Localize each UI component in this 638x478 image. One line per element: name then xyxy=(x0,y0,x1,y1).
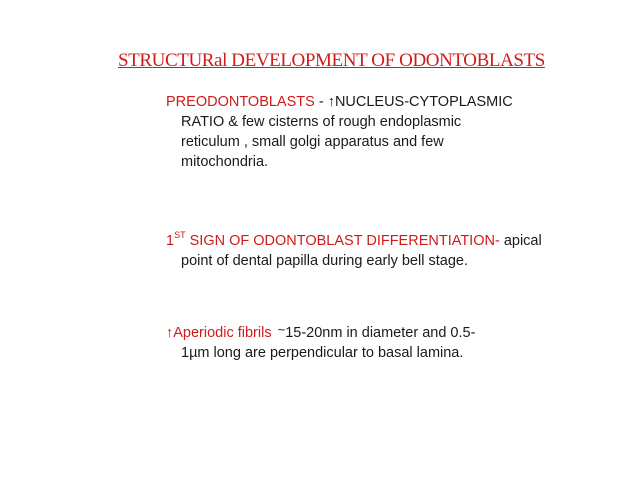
p3-term xyxy=(166,325,276,341)
paragraph-preodontoblasts xyxy=(166,92,586,172)
p1-line-4: mitochondria. xyxy=(181,154,269,170)
up-arrow-icon: ↑ xyxy=(166,325,174,341)
paragraph-first-sign xyxy=(166,231,586,271)
up-arrow-icon: ↑ xyxy=(327,94,335,110)
p1-line-1 xyxy=(166,92,586,112)
p1-line-3: reticulum , small golgi apparatus and few xyxy=(181,134,444,150)
p2-term-text: SIGN OF ODONTOBLAST DIFFERENTIATION- xyxy=(185,233,500,249)
tilde-symbol: ~ xyxy=(277,322,286,337)
p2-line-2: point of dental papilla during early bell stage. xyxy=(181,253,468,269)
p2-line1-text: apical xyxy=(499,233,542,249)
p3-line-1 xyxy=(166,323,586,343)
p1-line-2: RATIO & few cisterns of rough endoplasmic xyxy=(181,114,462,130)
p1-term: PREODONTOBLASTS xyxy=(166,94,315,110)
p3-term-text: Aperiodic fibrils xyxy=(173,325,276,341)
slide-title: STRUCTURal DEVELOPMENT OF ODONTOBLASTS xyxy=(118,50,545,71)
p2-num: 1 xyxy=(166,233,175,249)
p2-superscript: ST xyxy=(174,230,186,241)
p3-line1-text: 15-20nm in diameter and 0.5- xyxy=(285,325,476,341)
p1-separator: - xyxy=(314,94,328,110)
p2-line-1 xyxy=(166,231,586,251)
p3-line-2: 1µm long are perpendicular to basal lamina. xyxy=(181,345,464,361)
p2-term xyxy=(166,230,500,249)
p1-line1-text: NUCLEUS-CYTOPLASMIC xyxy=(334,94,513,110)
paragraph-aperiodic-fibrils xyxy=(166,323,586,363)
